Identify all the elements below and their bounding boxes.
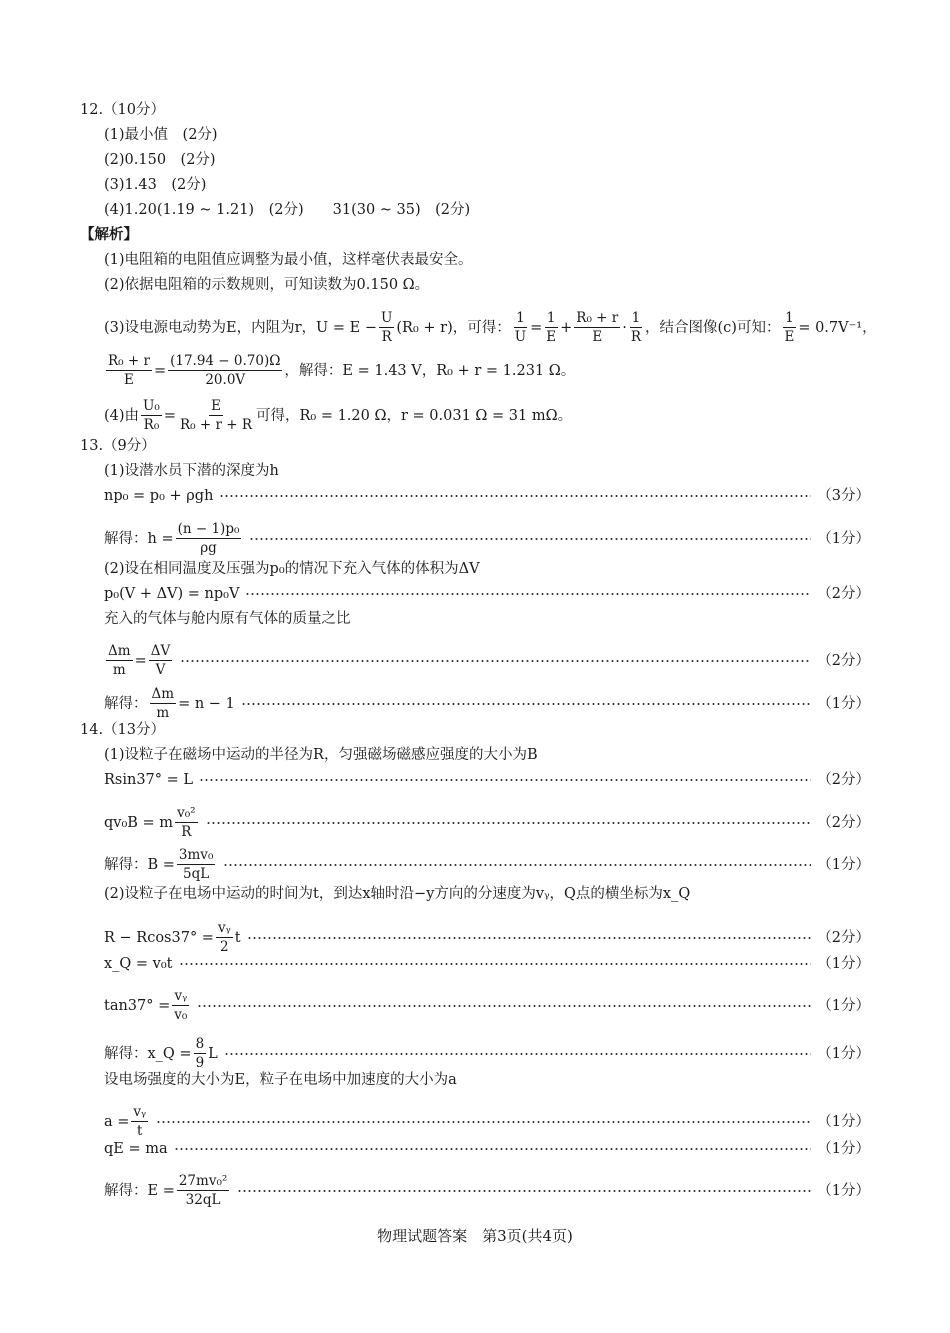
fraction-e-field: $\frac{\text{27mv₀²}}{32qL}$ (178, 1173, 228, 1208)
fraction-depth: $\frac{\text{(n − 1)p₀}}{\rho g}$ (177, 521, 240, 556)
q14-eq-5: x_Q = v₀t （1分） (104, 956, 870, 972)
q12-answer-4: (4)1.20(1.19 ~ 1.21) (2分) 31(30 ~ 35) (2分) (104, 202, 471, 218)
q12-explain-1: (1)电阻箱的电阻值应调整为最小值，这样毫伏表最安全。 (104, 252, 473, 268)
fraction-r0r-over-e: $\frac{\text{R₀ + r}}{E}$ (576, 310, 619, 345)
fraction-r0r-over-e-2: $\frac{\text{R₀ + r}}{E}$ (108, 353, 150, 388)
q12-explain-4: $\frac{\text{R₀ + r}}{E}$ = $\frac{(17.94 - 0.70)\Omega}{20.0V}$ ，解得：E = 1.43 V，R₀ + r = 1.231 Ω。 (108, 353, 576, 388)
fraction-8-over-9: $\frac{8}{9}$ (195, 1036, 205, 1071)
q14-eq-10: 解得：E = $\frac{\text{27mv₀²}}{32qL}$ （1分） (104, 1173, 870, 1208)
fraction-vy-over-t: $\frac{\text{vᵧ}}{t}$ (133, 1104, 147, 1139)
q12-explain-5: (4)由 $\frac{\text{U₀}}{\text{R₀}}$ = $\frac{E}{\text{R₀ + r + R}}$ 可得，R₀ = 1.20 Ω，r = 0.031 Ω = 31 mΩ。 (104, 398, 573, 433)
fraction-dv-over-v: $\frac{\Delta V}{V}$ (150, 643, 171, 678)
q14-eq-7: 解得：x_Q = $\frac{8}{9}$ L （1分） (104, 1036, 870, 1071)
fraction-v0sq-over-r: $\frac{\text{v₀²}}{R}$ (177, 805, 196, 840)
fraction-dm-over-m: $\frac{\Delta m}{m}$ (108, 643, 131, 678)
q12-heading: 12.（10分） (80, 102, 166, 118)
q13-heading: 13.（9分） (80, 438, 156, 454)
fraction-1-over-u: $\frac{1}{U}$ (514, 310, 527, 345)
fraction-u-over-r: $\frac{U}{R}$ (381, 310, 393, 345)
fraction-slope: $\frac{(17.94 - 0.70)\Omega}{20.0V}$ (170, 353, 281, 388)
q14-step-1: (1)设粒子在磁场中运动的半径为R，匀强磁场磁感应强度的大小为B (104, 747, 538, 763)
q12-answer-2: (2)0.150 (2分) (104, 152, 216, 168)
q14-eq-6: tan37° = $\frac{\text{vᵧ}}{\text{v₀}}$ （1分） (104, 988, 870, 1023)
q13-eq-4: $\frac{\Delta m}{m}$ = $\frac{\Delta V}{V}$ （2分） (108, 643, 870, 678)
q14-eq-2: qv₀B = m $\frac{\text{v₀²}}{R}$ （2分） (104, 805, 870, 840)
fraction-vy-over-2: $\frac{\text{vᵧ}}{2}$ (217, 920, 231, 955)
q13-step-3: 充入的气体与舱内原有气体的质量之比 (104, 611, 351, 627)
q13-step-1: (1)设潜水员下潜的深度为h (104, 463, 279, 479)
q12-answer-3: (3)1.43 (2分) (104, 177, 207, 193)
fraction-e-over-r0rr: $\frac{E}{\text{R₀ + r + R}}$ (180, 398, 252, 433)
analysis-label: 【解析】 (80, 226, 138, 243)
fraction-vy-over-v0: $\frac{\text{vᵧ}}{\text{v₀}}$ (174, 988, 188, 1023)
q14-eq-4: R − Rcos37° = $\frac{\text{vᵧ}}{2}$ t （2分） (104, 920, 870, 955)
fraction-1-over-e-2: $\frac{1}{E}$ (784, 310, 795, 345)
q14-eq-3: 解得：B = $\frac{\text{3mv₀}}{5qL}$ （1分） (104, 847, 870, 882)
q12-explain-3: (3)设电源电动势为E，内阻为r，U = E − $\frac{U}{R}$ (R₀ + r)，可得： $\frac{1}{U}$ = $\frac{1}{E}$ + $\frac{\text{R₀ + r}}{E}$ · $\frac{1}{R}$ ，结合图像(c)可知： $\frac{1}{E}$ = 0.7V⁻¹， (104, 310, 877, 345)
q14-step-2: (2)设粒子在电场中运动的时间为t，到达x轴时沿−y方向的分速度为vᵧ，Q点的横坐标为x_Q (104, 886, 691, 902)
q14-heading: 14.（13分） (80, 722, 166, 738)
q14-eq-8: a = $\frac{\text{vᵧ}}{t}$ （1分） (104, 1104, 870, 1139)
q13-eq-3: p₀(V + ΔV) = np₀V （2分） (104, 586, 870, 602)
fraction-1-over-r: $\frac{1}{R}$ (630, 310, 642, 345)
q13-eq-2: 解得：h = $\frac{\text{(n − 1)p₀}}{\rho g}$ （1分） (104, 521, 870, 556)
fraction-u0-over-r0: $\frac{\text{U₀}}{\text{R₀}}$ (143, 398, 160, 433)
q14-step-3: 设电场强度的大小为E，粒子在电场中加速度的大小为a (104, 1072, 457, 1088)
q13-step-2: (2)设在相同温度及压强为p₀的情况下充入气体的体积为ΔV (104, 561, 480, 577)
q12-explain-2: (2)依据电阻箱的示数规则，可知读数为0.150 Ω。 (104, 277, 430, 293)
fraction-1-over-e: $\frac{1}{E}$ (546, 310, 557, 345)
fraction-dm-over-m-2: $\frac{\Delta m}{m}$ (151, 686, 175, 721)
q14-eq-9: qE = ma （1分） (104, 1141, 870, 1157)
fraction-b: $\frac{\text{3mv₀}}{5qL}$ (178, 847, 214, 882)
q12-answer-1: (1)最小值 (2分) (104, 127, 218, 143)
page-footer: 物理试题答案 第3页(共4页) (377, 1227, 573, 1245)
q13-eq-5: 解得： $\frac{\Delta m}{m}$ = n − 1 （1分） (104, 686, 870, 721)
q14-eq-1: Rsin37° = L （2分） (104, 772, 870, 788)
q13-eq-1: np₀ = p₀ + ρgh （3分） (104, 488, 870, 504)
